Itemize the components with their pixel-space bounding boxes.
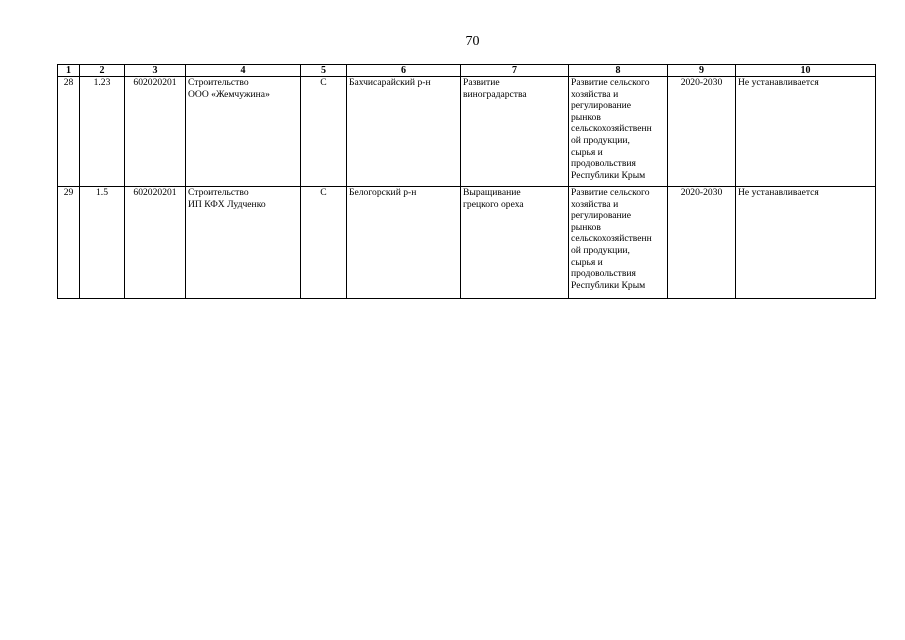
cell-district: Бахчисарайский р-н xyxy=(347,77,461,187)
table-row xyxy=(58,187,876,299)
cell-district: Белогорский р-н xyxy=(347,187,461,299)
cell-code: 602020201 xyxy=(125,187,186,299)
cell-code: 602020201 xyxy=(125,77,186,187)
cell-item: 1.5 xyxy=(80,187,125,299)
header-row xyxy=(58,65,876,77)
column-header-4: 4 xyxy=(186,65,301,77)
cell-program: Развитие сельского хозяйства и регулирование рынков сельскохозяйственн ой продукции, сырья и продовольствия Республики Крым xyxy=(569,77,668,187)
cell-zone: Не устанавливается xyxy=(736,77,876,187)
column-header-3: 3 xyxy=(125,65,186,77)
column-header-8: 8 xyxy=(569,65,668,77)
column-header-6: 6 xyxy=(347,65,461,77)
page-number: 70 xyxy=(465,34,480,49)
cell-zone: Не устанавливается xyxy=(736,187,876,299)
cell-program: Развитие сельского хозяйства и регулирование рынков сельскохозяйственн ой продукции, сырья и продовольствия Республики Крым xyxy=(569,187,668,299)
table-row xyxy=(58,77,876,187)
cell-period: 2020-2030 xyxy=(668,77,736,187)
column-header-2: 2 xyxy=(80,65,125,77)
cell-purpose: Развитие виноградарства xyxy=(461,77,569,187)
cell-status: С xyxy=(301,187,347,299)
column-header-5: 5 xyxy=(301,65,347,77)
cell-status: С xyxy=(301,77,347,187)
cell-period: 2020-2030 xyxy=(668,187,736,299)
column-header-9: 9 xyxy=(668,65,736,77)
objects-table xyxy=(57,64,876,299)
cell-purpose: Выращивание грецкого ореха xyxy=(461,187,569,299)
column-header-10: 10 xyxy=(736,65,876,77)
cell-item: 1.23 xyxy=(80,77,125,187)
cell-number: 29 xyxy=(58,187,80,299)
cell-object: Строительство ИП КФХ Лудченко xyxy=(186,187,301,299)
cell-number: 28 xyxy=(58,77,80,187)
column-header-7: 7 xyxy=(461,65,569,77)
cell-object: Строительство ООО «Жемчужина» xyxy=(186,77,301,187)
column-header-1: 1 xyxy=(58,65,80,77)
